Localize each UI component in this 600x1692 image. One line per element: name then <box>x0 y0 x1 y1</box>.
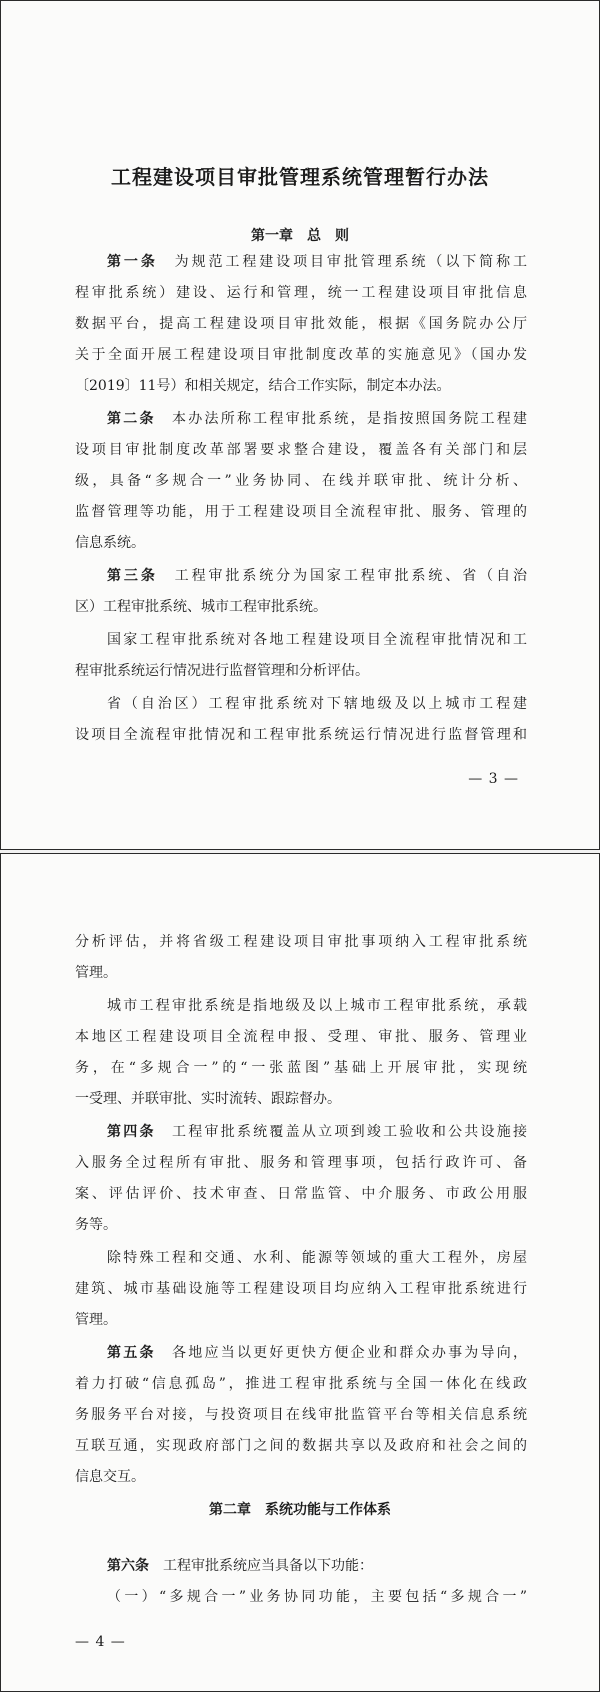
article-1-line: 〔2019〕11号）和相关规定，结合工作实际，制定本办法。 <box>75 378 451 394</box>
article-5-line: 着力打破“信息孤岛”，推进工程审批系统与全国一体化在线政 <box>75 1376 527 1392</box>
paragraph-line: 建筑、城市基础设施等工程建设项目均应纳入工程审批系统进行 <box>75 1281 527 1297</box>
article-1-line: 第一条 为规范工程建设项目审批管理系统（以下简称工 <box>107 254 527 270</box>
article-1-line: 关于全面开展工程建设项目审批制度改革的实施意见》（国办发 <box>75 347 527 363</box>
paragraph-line: 设项目全流程审批情况和工程审批系统运行情况进行监督管理和 <box>75 727 527 743</box>
article-4-label: 第四条 <box>107 1124 156 1140</box>
article-2-line: 监督管理等功能，用于工程建设项目全流程审批、服务、管理的 <box>75 504 527 520</box>
article-5-line: 务服务平台对接，与投资项目在线审批监管平台等相关信息系统 <box>75 1407 527 1423</box>
article-3-line: 区）工程审批系统、城市工程审批系统。 <box>75 599 327 615</box>
document-title: 工程建设项目审批管理系统管理暂行办法 <box>111 165 489 189</box>
paragraph-line: 管理。 <box>75 1312 117 1328</box>
article-2-line: 设项目审批制度改革部署要求整合建设，覆盖各有关部门和层 <box>75 442 527 458</box>
article-4-line: 入服务全过程所有审批、服务和管理事项，包括行政许可、备 <box>75 1155 527 1171</box>
chapter-2-heading: 第二章 系统功能与工作体系 <box>209 1502 391 1518</box>
page-number: — 3 — <box>468 771 519 787</box>
paragraph-line: 一受理、并联审批、实时流转、跟踪督办。 <box>75 1091 341 1107</box>
article-1-line: 程审批系统）建设、运行和管理，统一工程建设项目审批信息 <box>75 285 527 301</box>
article-1-label: 第一条 <box>107 254 158 270</box>
article-4-line: 第四条 工程审批系统覆盖从立项到竣工验收和公共设施接 <box>107 1124 527 1140</box>
article-6-line: （一）“多规合一”业务协同功能，主要包括“多规合一” <box>107 1589 527 1605</box>
paragraph-line: 国家工程审批系统对各地工程建设项目全流程审批情况和工 <box>107 632 527 648</box>
paragraph-line: 程审批系统运行情况进行监督管理和分析评估。 <box>75 663 369 679</box>
article-5-line: 第五条 各地应当以更好更快方便企业和群众办事为导向， <box>107 1345 527 1361</box>
article-6-line: 第六条 工程审批系统应当具备以下功能： <box>107 1558 373 1574</box>
paragraph-line: 本地区工程建设项目全流程申报、受理、审批、服务、管理业 <box>75 1029 527 1045</box>
article-4-line: 务等。 <box>75 1217 117 1233</box>
page-number: — 4 — <box>75 1634 126 1650</box>
document-page-4 <box>0 853 600 1692</box>
paragraph-line: 务，在“多规合一”的“一张蓝图”基础上开展审批，实现统 <box>75 1060 527 1076</box>
article-1-line: 数据平台，提高工程建设项目审批效能，根据《国务院办公厅 <box>75 316 527 332</box>
paragraph-line: 分析评估，并将省级工程建设项目审批事项纳入工程审批系统 <box>75 934 527 950</box>
article-2-line: 第二条 本办法所称工程审批系统，是指按照国务院工程建 <box>107 411 527 427</box>
paragraph-line: 管理。 <box>75 965 117 981</box>
article-3-label: 第三条 <box>107 568 158 584</box>
paragraph-line: 城市工程审批系统是指地级及以上城市工程审批系统，承载 <box>107 998 527 1014</box>
article-2-line: 信息系统。 <box>75 535 145 551</box>
article-2-label: 第二条 <box>107 411 156 427</box>
article-6-label: 第六条 <box>107 1558 149 1574</box>
article-5-line: 信息交互。 <box>75 1469 145 1485</box>
paragraph-line: 省（自治区）工程审批系统对下辖地级及以上城市工程建 <box>107 696 527 712</box>
paragraph-line: 除特殊工程和交通、水利、能源等领域的重大工程外，房屋 <box>107 1250 527 1266</box>
article-3-line: 第三条 工程审批系统分为国家工程审批系统、省（自治 <box>107 568 527 584</box>
article-2-line: 级，具备“多规合一”业务协同、在线并联审批、统计分析、 <box>75 473 527 489</box>
article-5-label: 第五条 <box>107 1345 156 1361</box>
article-4-line: 案、评估评价、技术审查、日常监管、中介服务、市政公用服 <box>75 1186 527 1202</box>
chapter-1-heading: 第一章 总 则 <box>251 228 349 244</box>
article-5-line: 互联互通，实现政府部门之间的数据共享以及政府和社会之间的 <box>75 1438 527 1454</box>
